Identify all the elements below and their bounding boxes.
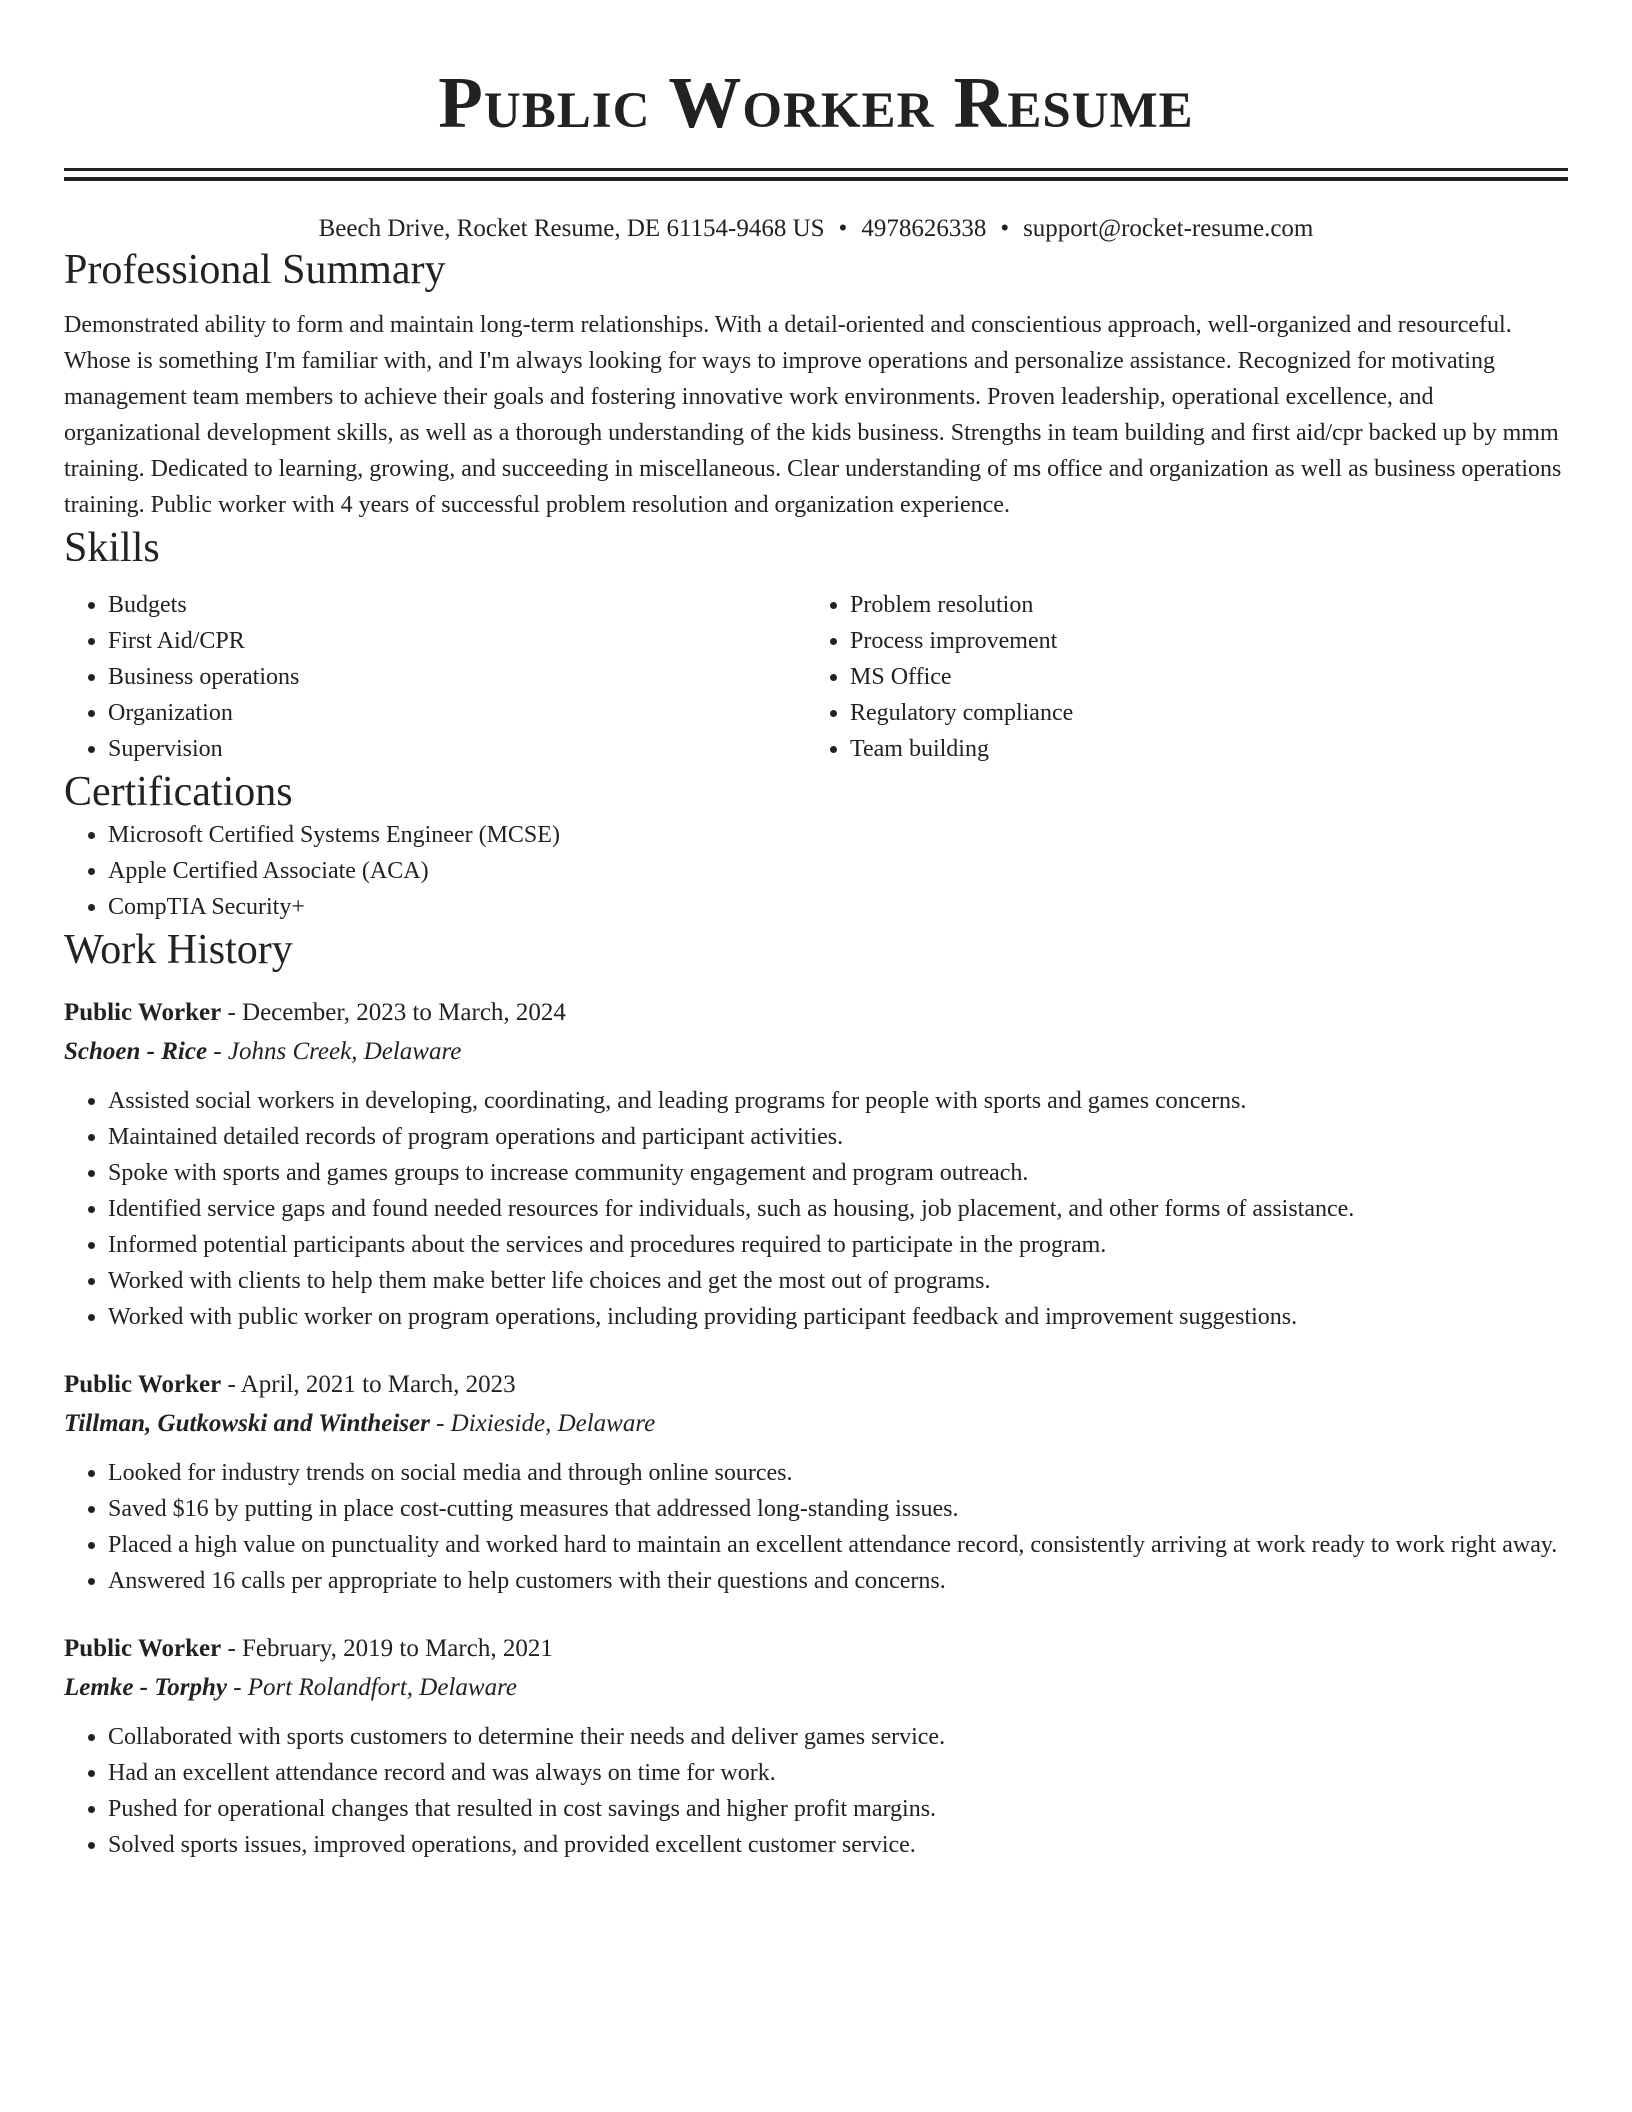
skill-item: • Business operations bbox=[108, 659, 806, 695]
skill-item: • Process improvement bbox=[850, 623, 1568, 659]
job-title: Public Worker bbox=[64, 1635, 222, 1662]
job-entry bbox=[64, 1629, 1568, 1863]
job-title: Public Worker bbox=[64, 1371, 222, 1398]
job-bullet: • Assisted social workers in developing, coordinating, and leading programs for people with sports and games concerns. bbox=[108, 1083, 1568, 1119]
job-company: Schoen - Rice bbox=[64, 1038, 208, 1065]
certifications-list bbox=[64, 817, 1568, 925]
job-bullets bbox=[64, 1083, 1568, 1335]
contact-line bbox=[64, 213, 1568, 245]
job-company: Tillman, Gutkowski and Wintheiser bbox=[64, 1410, 430, 1437]
job-location: - Dixieside, Delaware bbox=[429, 1410, 656, 1437]
skill-item: • Organization bbox=[108, 695, 806, 731]
skill-item: • First Aid/CPR bbox=[108, 623, 806, 659]
job-company-line bbox=[64, 1404, 1568, 1443]
job-bullet: • Worked with public worker on program operations, including providing participant feedback and improvement suggestions. bbox=[108, 1299, 1568, 1335]
skill-item: • Regulatory compliance bbox=[850, 695, 1568, 731]
certifications-heading: Certifications bbox=[64, 769, 293, 815]
contact-separator: • bbox=[838, 215, 848, 242]
contact-phone: 4978626338 bbox=[861, 215, 987, 242]
job-bullet: • Informed potential participants about the services and procedures required to participate in the program. bbox=[108, 1227, 1568, 1263]
skills-heading: Skills bbox=[64, 525, 160, 571]
job-bullet: • Placed a high value on punctuality and worked hard to maintain an excellent attendance record, consistently arriving at work ready to work right away. bbox=[108, 1527, 1568, 1563]
job-title-line bbox=[64, 993, 1568, 1032]
skill-item: • Supervision bbox=[108, 731, 806, 767]
job-title-line bbox=[64, 1629, 1568, 1668]
job-bullet: • Solved sports issues, improved operations, and provided excellent customer service. bbox=[108, 1827, 1568, 1863]
job-company: Lemke - Torphy bbox=[64, 1674, 227, 1701]
job-bullet: • Had an excellent attendance record and was always on time for work. bbox=[108, 1755, 1568, 1791]
job-bullets bbox=[64, 1719, 1568, 1863]
job-bullet: • Answered 16 calls per appropriate to help customers with their questions and concerns. bbox=[108, 1563, 1568, 1599]
skills-grid bbox=[64, 587, 1568, 767]
job-dates: - April, 2021 to March, 2023 bbox=[221, 1371, 516, 1398]
summary-text: Demonstrated ability to form and maintain long-term relationships. With a detail-oriented and conscientious approach, well-organized and resourceful. Whose is something I'm familiar with, and I'm always looking for ways to improve operations and personalize assistance. Recognized for motivating management team members to achieve their goals and fostering innovative work environments. Proven leadership, operational excellence, and organizational development skills, as well as a thorough understanding of the kids business. Strengths in team building and first aid/cpr backed up by mmm training. Dedicated to learning, growing, and succeeding in miscellaneous. Clear understanding of ms office and organization as well as business operations training. Public worker with 4 years of successful problem resolution and organization experience. bbox=[64, 312, 1562, 518]
skills-list-left bbox=[64, 587, 806, 767]
job-company-line bbox=[64, 1032, 1568, 1071]
job-bullet: • Maintained detailed records of program operations and participant activities. bbox=[108, 1119, 1568, 1155]
work-history-heading: Work History bbox=[64, 927, 293, 973]
contact-email: support@rocket-resume.com bbox=[1023, 215, 1314, 242]
contact-separator: • bbox=[1000, 215, 1010, 242]
job-title: Public Worker bbox=[64, 999, 222, 1026]
job-bullet: • Collaborated with sports customers to determine their needs and deliver games service. bbox=[108, 1719, 1568, 1755]
summary-heading: Professional Summary bbox=[64, 247, 446, 293]
job-bullet: • Worked with clients to help them make better life choices and get the most out of programs. bbox=[108, 1263, 1568, 1299]
job-bullet: • Saved $16 by putting in place cost-cutting measures that addressed long-standing issues. bbox=[108, 1491, 1568, 1527]
job-location: - Port Rolandfort, Delaware bbox=[226, 1674, 517, 1701]
job-location: - Johns Creek, Delaware bbox=[207, 1038, 462, 1065]
job-bullet: • Looked for industry trends on social media and through online sources. bbox=[108, 1455, 1568, 1491]
certification-item: • Microsoft Certified Systems Engineer (MCSE) bbox=[108, 817, 1568, 853]
certification-item: • Apple Certified Associate (ACA) bbox=[108, 853, 1568, 889]
job-bullet: • Pushed for operational changes that resulted in cost savings and higher profit margins. bbox=[108, 1791, 1568, 1827]
job-bullet: • Identified service gaps and found needed resources for individuals, such as housing, job placement, and other forms of assistance. bbox=[108, 1191, 1568, 1227]
job-dates: - February, 2019 to March, 2021 bbox=[221, 1635, 553, 1662]
skill-item: • MS Office bbox=[850, 659, 1568, 695]
title-divider bbox=[64, 168, 1568, 181]
job-bullet: • Spoke with sports and games groups to increase community engagement and program outreach. bbox=[108, 1155, 1568, 1191]
job-title-line bbox=[64, 1365, 1568, 1404]
skill-item: • Team building bbox=[850, 731, 1568, 767]
contact-address: Beech Drive, Rocket Resume, DE 61154-9468 US bbox=[318, 215, 825, 242]
skills-list-right bbox=[806, 587, 1568, 767]
job-dates: - December, 2023 to March, 2024 bbox=[221, 999, 566, 1026]
certification-item: • CompTIA Security+ bbox=[108, 889, 1568, 925]
job-entry bbox=[64, 1365, 1568, 1599]
job-bullets bbox=[64, 1455, 1568, 1599]
skill-item: • Problem resolution bbox=[850, 587, 1568, 623]
page-title: Public Worker Resume bbox=[438, 62, 1194, 143]
job-company-line bbox=[64, 1668, 1568, 1707]
job-entry bbox=[64, 993, 1568, 1335]
skill-item: • Budgets bbox=[108, 587, 806, 623]
